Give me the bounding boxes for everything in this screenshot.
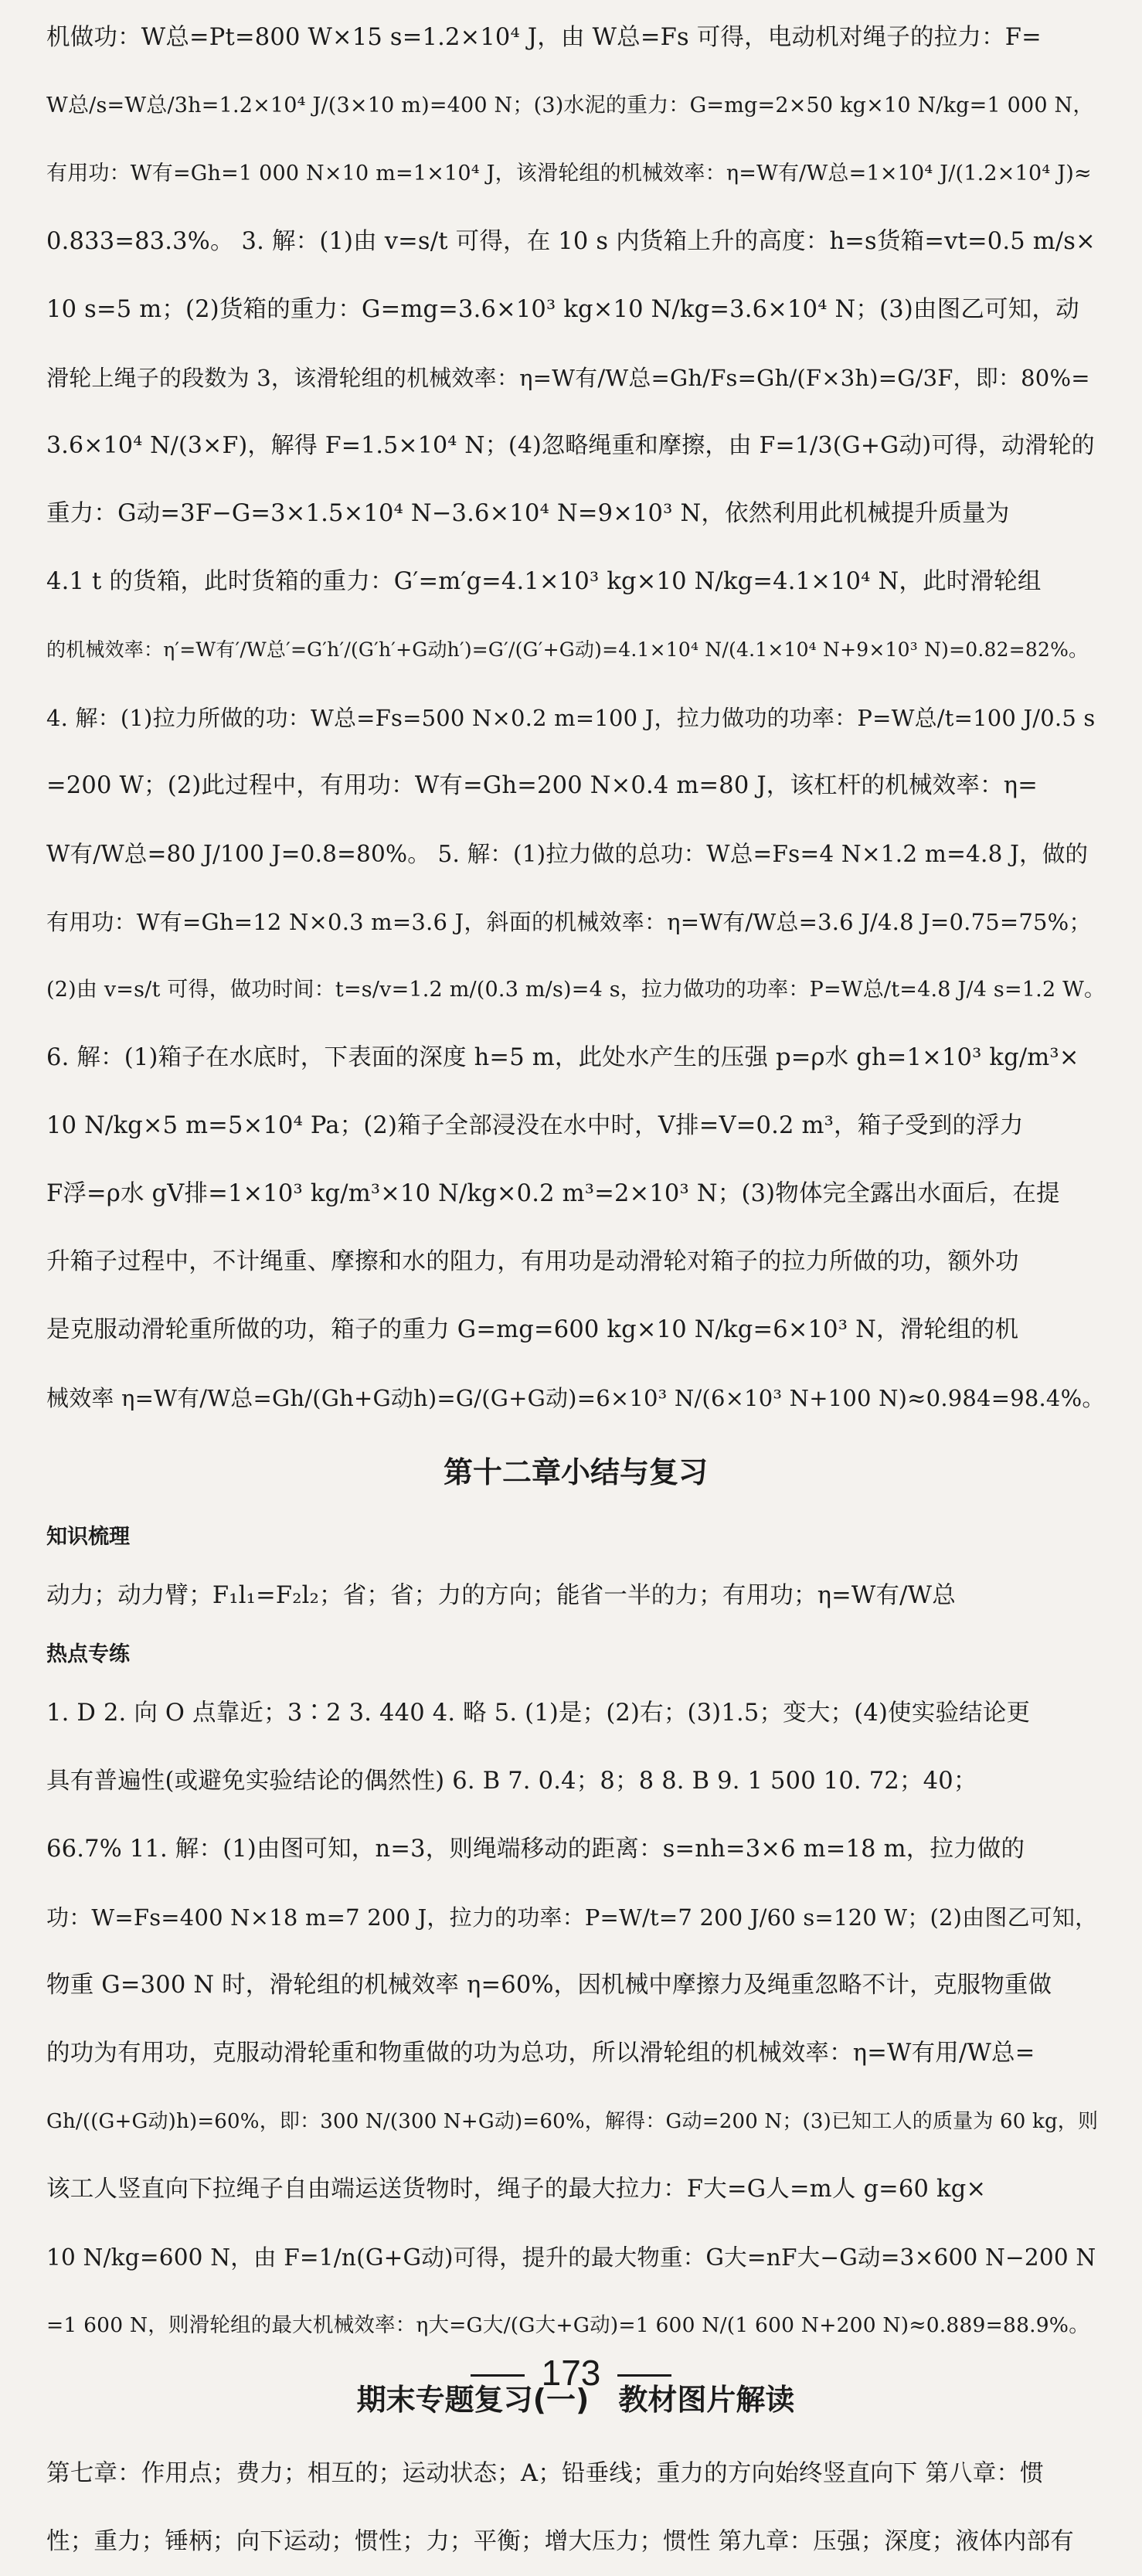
text-line: 滑轮上绳子的段数为 3，该滑轮组的机械效率：η=W有/W总=Gh/Fs=Gh/(F×3h)=G/3F，即：80%= — [46, 365, 1090, 391]
text-line: 是克服动滑轮重所做的功，箱子的重力 G=mg=600 kg×10 N/kg=6×10³ N，滑轮组的机 — [46, 1316, 1019, 1343]
text-line: 10 N/kg×5 m=5×10⁴ Pa；(2)箱子全部浸没在水中时，V排=V=0.2 m³，箱子受到的浮力 — [46, 1112, 1024, 1139]
text-line: (2)由 v=s/t 可得，做功时间：t=s/v=1.2 m/(0.3 m/s)=4 s，拉力做功的功率：P=W总/t=4.8 J/4 s=1.2 W。 — [46, 978, 1105, 1002]
text-line: Gh/((G+G动)h)=60%，即：300 N/(300 N+G动)=60%，解得：G动=200 N；(3)已知工人的质量为 60 kg，则 — [46, 2110, 1099, 2133]
answer-block-energy-efficiency — [46, 4, 1105, 1432]
text-line: 6. 解：(1)箱子在水底时，下表面的深度 h=5 m，此处水产生的压强 p=ρ水 gh=1×10³ kg/m³× — [46, 1044, 1079, 1071]
section-heading-hot-practice: 热点专练 — [46, 1642, 130, 1666]
text-line: 升箱子过程中，不计绳重、摩擦和水的阻力，有用功是动滑轮对箱子的拉力所做的功，额外功 — [46, 1248, 1019, 1275]
chapter-12-section — [46, 1432, 1105, 2576]
text-line: 3.6×10⁴ N/(3×F)，解得 F=1.5×10⁴ N；(4)忽略绳重和摩擦，由 F=1/3(G+G动)可得，动滑轮的 — [46, 432, 1095, 459]
text-line: 的机械效率：η′=W有′/W总′=G′h′/(G′h′+G动h′)=G′/(G′+G动)=4.1×10⁴ N/(4.1×10⁴ N+9×10³ N)=0.82=82%。 — [46, 638, 1089, 661]
text-line: 有用功：W有=Gh=1 000 N×10 m=1×10⁴ J，该滑轮组的机械效率：η=W有/W总=1×10⁴ J/(1.2×10⁴ J)≈ — [46, 162, 1092, 185]
text-line: 具有普遍性(或避免实验结论的偶然性) 6. B 7. 0.4；8；8 8. B 9. 1 500 10. 72；40； — [46, 1768, 977, 1795]
text-line: W总/s=W总/3h=1.2×10⁴ J/(3×10 m)=400 N；(3)水泥的重力：G=mg=2×50 kg×10 N/kg=1 000 N， — [46, 94, 1094, 117]
text-line: 10 s=5 m；(2)货箱的重力：G=mg=3.6×10³ kg×10 N/kg=3.6×10⁴ N；(3)由图乙可知，动 — [46, 296, 1079, 323]
final-review-title: 期末专题复习(一) 教材图片解读 — [356, 2383, 795, 2417]
text-line: 10 N/kg=600 N，由 F=1/n(G+G动)可得，提升的最大物重：G大=nF大−G动=3×600 N−200 N — [46, 2244, 1096, 2271]
text-line: 4.1 t 的货箱，此时货箱的重力：G′=m′g=4.1×10³ kg×10 N/kg=4.1×10⁴ N，此时滑轮组 — [46, 568, 1042, 595]
hot-practice-answers — [46, 1679, 1105, 2360]
text-line: =200 W；(2)此过程中，有用功：W有=Gh=200 N×0.4 m=80 J，该杠杆的机械效率：η= — [46, 772, 1038, 799]
text-line: 重力：G动=3F−G=3×1.5×10⁴ N−3.6×10⁴ N=9×10³ N，依然利用此机械提升质量为 — [46, 500, 1010, 527]
text-line: 性；重力；锤柄；向下运动；惯性；力；平衡；增大压力；惯性 第九章：压强；深度；液体内部有 — [46, 2528, 1074, 2555]
text-line: 该工人竖直向下拉绳子自由端运送货物时，绳子的最大拉力：F大=G人=m人 g=60 kg× — [46, 2176, 987, 2203]
text-line: 的功为有用功，克服动滑轮重和物重做的功为总功，所以滑轮组的机械效率：η=W有用/W总= — [46, 2040, 1035, 2067]
text-line: 有用功：W有=Gh=12 N×0.3 m=3.6 J，斜面的机械效率：η=W有/W总=3.6 J/4.8 J=0.75=75%； — [46, 909, 1092, 935]
left-dash — [471, 2374, 525, 2377]
text-line: 械效率 η=W有/W总=Gh/(Gh+G动h)=G/(G+G动)=6×10³ N/(6×10³ N+100 N)≈0.984=98.4%。 — [46, 1385, 1105, 1411]
text-line: 机做功：W总=Pt=800 W×15 s=1.2×10⁴ J，由 W总=Fs 可得，电动机对绳子的拉力：F= — [46, 24, 1042, 51]
text-line: W有/W总=80 J/100 J=0.8=80%。 5. 解：(1)拉力做的总功：W总=Fs=4 N×1.2 m=4.8 J，做的 — [46, 841, 1089, 867]
text-line: 功：W=Fs=400 N×18 m=7 200 J，拉力的功率：P=W/t=7 200 J/60 s=120 W；(2)由图乙可知， — [46, 1904, 1098, 1931]
page-number-footer — [0, 2350, 1142, 2396]
section-heading-knowledge: 知识梳理 — [46, 1525, 130, 1549]
text-line: 物重 G=300 N 时，滑轮组的机械效率 η=60%，因机械中摩擦力及绳重忽略不计，克服物重做 — [46, 1972, 1052, 1999]
text-line: 66.7% 11. 解：(1)由图可知，n=3，则绳端移动的距离：s=nh=3×6 m=18 m，拉力做的 — [46, 1836, 1025, 1863]
text-line: 第七章：作用点；费力；相互的；运动状态；A；铅垂线；重力的方向始终竖直向下 第八章：惯 — [46, 2460, 1044, 2487]
final-review-answers — [46, 2440, 1105, 2576]
text-line: 4. 解：(1)拉力所做的功：W总=Fs=500 N×0.2 m=100 J，拉力做功的功率：P=W总/t=100 J/0.5 s — [46, 705, 1096, 731]
text-line: 0.833=83.3%。 3. 解：(1)由 v=s/t 可得，在 10 s 内货箱上升的高度：h=s货箱=vt=0.5 m/s× — [46, 228, 1096, 255]
text-line: =1 600 N，则滑轮组的最大机械效率：η大=G大/(G大+G动)=1 600 N/(1 600 N+200 N)≈0.889=88.9%。 — [46, 2313, 1089, 2337]
chapter-title: 第十二章小结与复习 — [443, 1455, 708, 1489]
text-line: F浮=ρ水 gV排=1×10³ kg/m³×10 N/kg×0.2 m³=2×10³ N；(3)物体完全露出水面后，在提 — [46, 1180, 1060, 1207]
knowledge-summary-line: 动力；动力臂；F₁l₁=F₂l₂；省；省；力的方向；能省一半的力；有用功；η=W有/W总 — [46, 1582, 956, 1609]
page-number: 173 — [541, 2353, 601, 2393]
right-dash — [617, 2374, 671, 2377]
text-line: 1. D 2. 向 O 点靠近；3∶2 3. 440 4. 略 5. (1)是；(2)右；(3)1.5；变大；(4)使实验结论更 — [46, 1700, 1031, 1727]
